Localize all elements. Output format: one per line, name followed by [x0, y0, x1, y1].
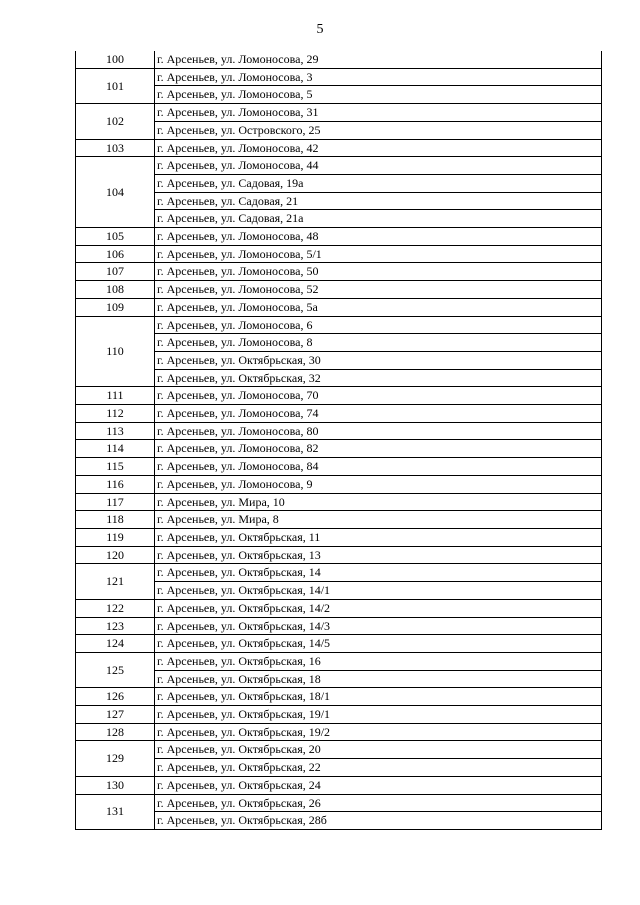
- address-cell: г. Арсеньев, ул. Мира, 8: [155, 511, 602, 529]
- table-row: [76, 422, 602, 440]
- table-row: [76, 475, 602, 493]
- address-cell: г. Арсеньев, ул. Ломоносова, 84: [155, 458, 602, 476]
- table-row: [76, 794, 602, 812]
- address-cell: г. Арсеньев, ул. Ломоносова, 70: [155, 387, 602, 405]
- address-cell: г. Арсеньев, ул. Октябрьская, 14: [155, 564, 602, 582]
- table-row: [76, 511, 602, 529]
- table-row: [76, 157, 602, 175]
- address-cell: г. Арсеньев, ул. Ломоносова, 82: [155, 440, 602, 458]
- address-cell: г. Арсеньев, ул. Ломоносова, 31: [155, 104, 602, 122]
- address-cell: г. Арсеньев, ул. Ломоносова, 48: [155, 228, 602, 246]
- table-row: [76, 369, 602, 387]
- table-row: [76, 812, 602, 830]
- address-cell: г. Арсеньев, ул. Ломоносова, 50: [155, 263, 602, 281]
- address-cell: г. Арсеньев, ул. Октябрьская, 20: [155, 741, 602, 759]
- row-number-cell: 103: [76, 139, 155, 157]
- row-number-cell: 119: [76, 528, 155, 546]
- table-row: [76, 139, 602, 157]
- address-cell: г. Арсеньев, ул. Ломоносова, 42: [155, 139, 602, 157]
- row-number-cell: 125: [76, 652, 155, 687]
- address-cell: г. Арсеньев, ул. Октябрьская, 13: [155, 546, 602, 564]
- row-number-cell: 107: [76, 263, 155, 281]
- address-cell: г. Арсеньев, ул. Ломоносова, 3: [155, 68, 602, 86]
- table-row: [76, 759, 602, 777]
- address-cell: г. Арсеньев, ул. Ломоносова, 52: [155, 281, 602, 299]
- row-number-cell: 127: [76, 706, 155, 724]
- address-cell: г. Арсеньев, ул. Садовая, 21а: [155, 210, 602, 228]
- table-row: [76, 617, 602, 635]
- address-cell: г. Арсеньев, ул. Октябрьская, 30: [155, 351, 602, 369]
- address-cell: г. Арсеньев, ул. Октябрьская, 14/3: [155, 617, 602, 635]
- table-row: [76, 334, 602, 352]
- table-row: [76, 546, 602, 564]
- address-cell: г. Арсеньев, ул. Октябрьская, 14/5: [155, 635, 602, 653]
- table-row: [76, 776, 602, 794]
- address-cell: г. Арсеньев, ул. Октябрьская, 14/1: [155, 582, 602, 600]
- address-cell: г. Арсеньев, ул. Октябрьская, 24: [155, 776, 602, 794]
- row-number-cell: 120: [76, 546, 155, 564]
- address-cell: г. Арсеньев, ул. Октябрьская, 14/2: [155, 599, 602, 617]
- address-cell: г. Арсеньев, ул. Ломоносова, 29: [155, 51, 602, 68]
- table-row: [76, 228, 602, 246]
- row-number-cell: 124: [76, 635, 155, 653]
- row-number-cell: 108: [76, 281, 155, 299]
- address-cell: г. Арсеньев, ул. Октябрьская, 28б: [155, 812, 602, 830]
- row-number-cell: 126: [76, 688, 155, 706]
- address-cell: г. Арсеньев, ул. Ломоносова, 5/1: [155, 245, 602, 263]
- row-number-cell: 123: [76, 617, 155, 635]
- row-number-cell: 113: [76, 422, 155, 440]
- address-cell: г. Арсеньев, ул. Октябрьская, 26: [155, 794, 602, 812]
- row-number-cell: 115: [76, 458, 155, 476]
- row-number-cell: 102: [76, 104, 155, 139]
- table-row: [76, 458, 602, 476]
- row-number-cell: 114: [76, 440, 155, 458]
- table-row: [76, 263, 602, 281]
- address-cell: г. Арсеньев, ул. Октябрьская, 19/1: [155, 706, 602, 724]
- table-row: [76, 741, 602, 759]
- row-number-cell: 106: [76, 245, 155, 263]
- table-row: [76, 245, 602, 263]
- address-cell: г. Арсеньев, ул. Ломоносова, 6: [155, 316, 602, 334]
- table-row: [76, 599, 602, 617]
- row-number-cell: 100: [76, 51, 155, 68]
- row-number-cell: 118: [76, 511, 155, 529]
- row-number-cell: 104: [76, 157, 155, 228]
- table-row: [76, 174, 602, 192]
- address-cell: г. Арсеньев, ул. Ломоносова, 8: [155, 334, 602, 352]
- table-row: [76, 405, 602, 423]
- table-row: [76, 51, 602, 68]
- row-number-cell: 128: [76, 723, 155, 741]
- table-row: [76, 316, 602, 334]
- row-number-cell: 101: [76, 68, 155, 103]
- table-row: [76, 121, 602, 139]
- table-row: [76, 564, 602, 582]
- table-row: [76, 210, 602, 228]
- row-number-cell: 117: [76, 493, 155, 511]
- address-cell: г. Арсеньев, ул. Ломоносова, 74: [155, 405, 602, 423]
- table-row: [76, 528, 602, 546]
- address-cell: г. Арсеньев, ул. Садовая, 19а: [155, 174, 602, 192]
- address-table: [75, 51, 602, 830]
- address-cell: г. Арсеньев, ул. Ломоносова, 80: [155, 422, 602, 440]
- address-cell: г. Арсеньев, ул. Ломоносова, 9: [155, 475, 602, 493]
- row-number-cell: 110: [76, 316, 155, 387]
- address-cell: г. Арсеньев, ул. Мира, 10: [155, 493, 602, 511]
- table-row: [76, 688, 602, 706]
- table-row: [76, 670, 602, 688]
- row-number-cell: 112: [76, 405, 155, 423]
- row-number-cell: 130: [76, 776, 155, 794]
- row-number-cell: 116: [76, 475, 155, 493]
- row-number-cell: 109: [76, 298, 155, 316]
- address-cell: г. Арсеньев, ул. Ломоносова, 5а: [155, 298, 602, 316]
- table-row: [76, 68, 602, 86]
- row-number-cell: 129: [76, 741, 155, 776]
- table-row: [76, 582, 602, 600]
- table-row: [76, 192, 602, 210]
- address-cell: г. Арсеньев, ул. Октябрьская, 16: [155, 652, 602, 670]
- address-cell: г. Арсеньев, ул. Ломоносова, 44: [155, 157, 602, 175]
- address-cell: г. Арсеньев, ул. Садовая, 21: [155, 192, 602, 210]
- address-cell: г. Арсеньев, ул. Октябрьская, 22: [155, 759, 602, 777]
- row-number-cell: 131: [76, 794, 155, 829]
- table-row: [76, 298, 602, 316]
- address-cell: г. Арсеньев, ул. Октябрьская, 11: [155, 528, 602, 546]
- address-cell: г. Арсеньев, ул. Октябрьская, 19/2: [155, 723, 602, 741]
- table-row: [76, 86, 602, 104]
- row-number-cell: 111: [76, 387, 155, 405]
- table-row: [76, 493, 602, 511]
- address-cell: г. Арсеньев, ул. Октябрьская, 32: [155, 369, 602, 387]
- table-row: [76, 351, 602, 369]
- row-number-cell: 121: [76, 564, 155, 599]
- table-row: [76, 104, 602, 122]
- table-row: [76, 723, 602, 741]
- address-cell: г. Арсеньев, ул. Октябрьская, 18: [155, 670, 602, 688]
- row-number-cell: 122: [76, 599, 155, 617]
- table-row: [76, 440, 602, 458]
- address-cell: г. Арсеньев, ул. Островского, 25: [155, 121, 602, 139]
- address-cell: г. Арсеньев, ул. Ломоносова, 5: [155, 86, 602, 104]
- address-cell: г. Арсеньев, ул. Октябрьская, 18/1: [155, 688, 602, 706]
- table-row: [76, 281, 602, 299]
- table-row: [76, 652, 602, 670]
- page-number: 5: [316, 22, 324, 37]
- table-row: [76, 635, 602, 653]
- table-row: [76, 706, 602, 724]
- address-table-body: [76, 51, 602, 829]
- table-row: [76, 387, 602, 405]
- row-number-cell: 105: [76, 228, 155, 246]
